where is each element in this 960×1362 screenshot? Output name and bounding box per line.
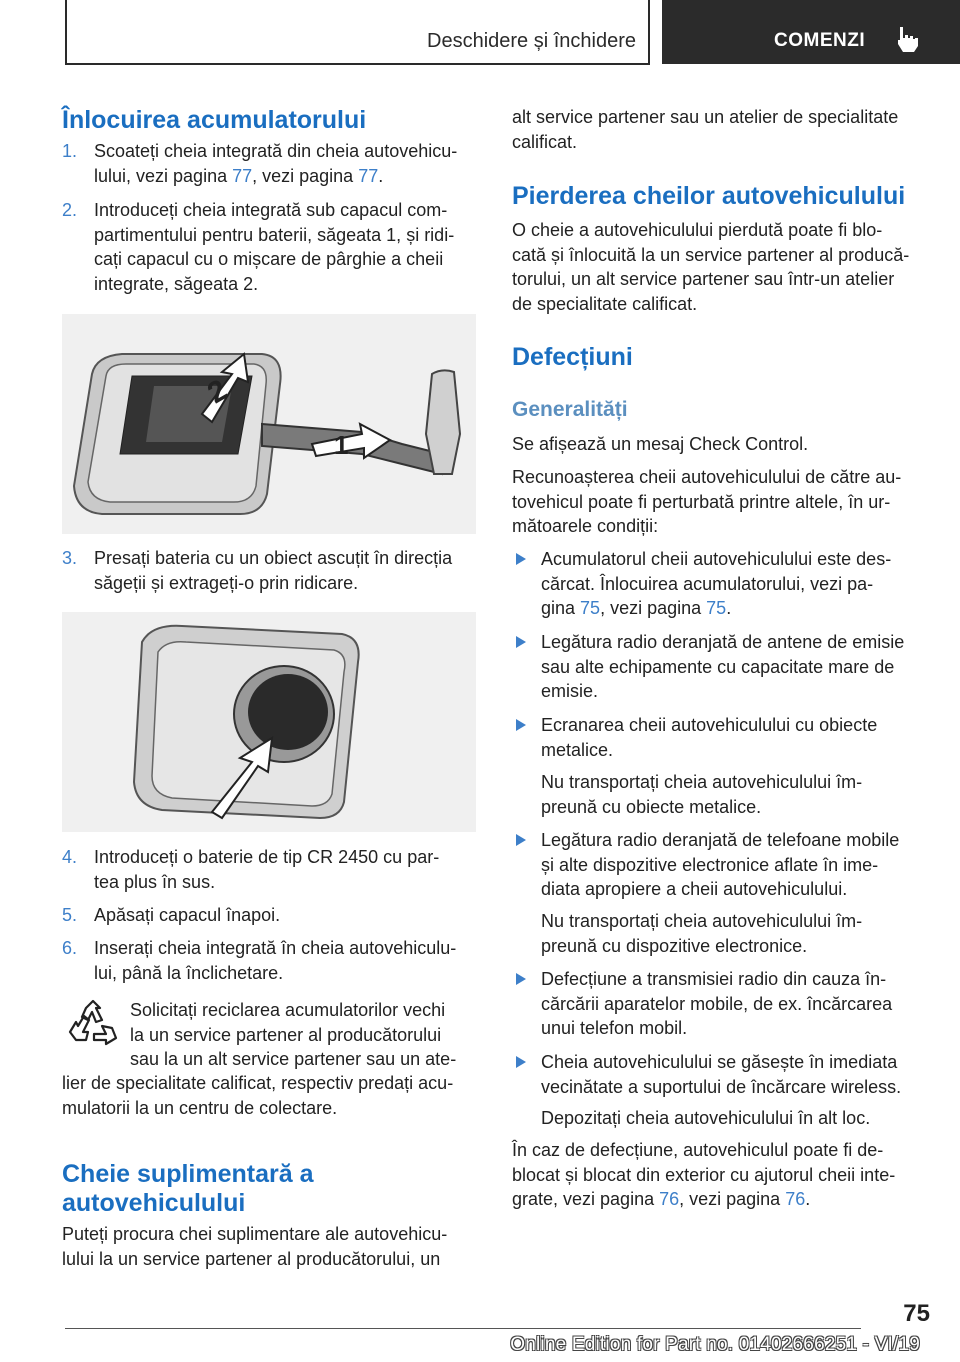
header-tab-label: COMENZI <box>774 30 866 51</box>
heading-lost-keys: Pierderea cheilor autovehiculului <box>512 182 906 210</box>
lost-keys-text: O cheie a autovehiculului pierdută poate fi blo- cată și înlocuită la un service partener al producă- torului, un alt service partener sau într-un atelier de specialitate calificat. <box>512 220 910 314</box>
hand-pointer-icon <box>894 24 922 54</box>
step-text: Scoateți cheia integrată din cheia autovehicu- lului, vezi pagina 77, vezi pagina 77. <box>94 141 458 186</box>
page-link[interactable]: 75 <box>706 598 727 618</box>
page-link[interactable]: 77 <box>232 165 253 186</box>
bullet-marker <box>516 553 526 565</box>
bullet-item: Acumulatorul cheii autovehiculului este des- cărcat. Înlocuirea acumulatorului, vezi pa- gina 75, vezi pagina 75. <box>541 549 892 618</box>
step-number: 4. <box>62 847 78 867</box>
bullet-item: Cheia autovehiculului se găsește în imediata vecinătate a suportului de încărcare wireless. <box>541 1052 902 1097</box>
step-number: 1. <box>62 141 78 161</box>
step-text: Presați bateria cu un obiect ascuțit în direcția săgeții și extrageți-o prin ridicare. <box>94 548 453 593</box>
header-rule-left <box>65 0 67 64</box>
bullet-marker <box>516 834 526 846</box>
arrow-label-2: 2 <box>202 373 234 411</box>
bullet-marker <box>516 719 526 731</box>
heading-extra-key-2: autovehiculului <box>62 1189 246 1217</box>
step-text: Introduceți cheia integrată sub capacul com- partimentului pentru baterii, săgeata 1, și ridi- cați capacul cu o mișcare de pârghie a cheii integrate, săgeata 2. <box>94 200 455 294</box>
header-section-title: Deschidere și închidere <box>427 30 636 52</box>
step-text: Inserați cheia integrată în cheia autovehiculu- lui, până la înclichetare. <box>94 938 457 983</box>
battery-illustration <box>62 612 476 832</box>
recycle-icon <box>66 998 120 1052</box>
bullet-note: Depozitați cheia autovehiculului în alt loc. <box>541 1108 871 1128</box>
general-text-1: Se afișează un mesaj Check Control. <box>512 434 809 454</box>
edition-note: Online Edition for Part no. 01402666251 - VI/19 <box>510 1334 920 1355</box>
header-tab-comenzi[interactable] <box>662 0 960 64</box>
figure-key-cover-removal <box>62 314 476 534</box>
heading-extra-key-1: Cheie suplimentară a <box>62 1160 314 1188</box>
page-link[interactable]: 76 <box>659 1189 680 1209</box>
step-text: Introduceți o baterie de tip CR 2450 cu par- tea plus în sus. <box>94 847 440 892</box>
step-number: 5. <box>62 905 78 925</box>
step-number: 3. <box>62 548 78 568</box>
continued-text: alt service partener sau un atelier de specialitate calificat. <box>512 107 899 152</box>
bullet-item: Legătura radio deranjată de telefoane mobile și alte dispozitive electronice aflate în ime- diata apropiere a cheii autovehiculului. <box>541 830 900 899</box>
fault-final-text: În caz de defecțiune, autovehiculul poate fi de- blocat și blocat din exterior cu ajutorul cheii inte- grate, vezi pagina 76, vezi pagina 76. <box>512 1140 896 1209</box>
extra-key-text: Puteți procura chei suplimentare ale autovehicu- lului la un service partener al producătorului, un <box>62 1224 448 1269</box>
footer-rule <box>65 1328 861 1329</box>
bullet-note: Nu transportați cheia autovehiculului îm- preună cu obiecte metalice. <box>541 772 863 817</box>
general-text-2: Recunoașterea cheii autovehiculului de către au- tovehicul poate fi perturbată printre altele, în ur- mătoarele condiții: <box>512 467 902 536</box>
key-cover-illustration <box>62 314 476 534</box>
bullet-item: Defecțiune a transmisiei radio din cauza în- cărcării aparatelor mobile, de ex. încărcarea unui telefon mobil. <box>541 969 893 1038</box>
page-link[interactable]: 77 <box>358 165 379 186</box>
bullet-item: Legătura radio deranjată de antene de emisie sau alte echipamente cu capacitate mare de emisie. <box>541 632 905 701</box>
figure-battery-removal <box>62 612 476 832</box>
step-number: 6. <box>62 938 78 958</box>
heading-battery-replacement: Înlocuirea acumulatorului <box>62 106 367 134</box>
page-link[interactable]: 76 <box>785 1189 806 1209</box>
header-rule-divider <box>648 0 650 64</box>
recycle-note: Solicitați reciclarea acumulatorilor vechi la un service partener al producătorului sau la un alt service partener sau un ate- <box>130 1000 457 1069</box>
step-number: 2. <box>62 200 78 220</box>
header-rule-bottom <box>65 63 650 65</box>
bullet-item: Ecranarea cheii autovehiculului cu obiecte metalice. <box>541 715 878 760</box>
bullet-marker <box>516 973 526 985</box>
step-text: Apăsați capacul înapoi. <box>94 905 281 925</box>
bullet-note: Nu transportați cheia autovehiculului îm- preună cu dispozitive electronice. <box>541 911 863 956</box>
bullet-marker <box>516 636 526 648</box>
page-link[interactable]: 75 <box>580 598 601 618</box>
heading-faults: Defecțiuni <box>512 343 633 371</box>
heading-general: Generalități <box>512 398 628 421</box>
recycle-note-cont: lier de specialitate calificat, respectiv predați acu- mulatorii la un centru de colectare. <box>62 1073 454 1118</box>
page-number: 75 <box>903 1300 930 1327</box>
arrow-label-1: 1 <box>334 430 349 460</box>
bullet-marker <box>516 1056 526 1068</box>
